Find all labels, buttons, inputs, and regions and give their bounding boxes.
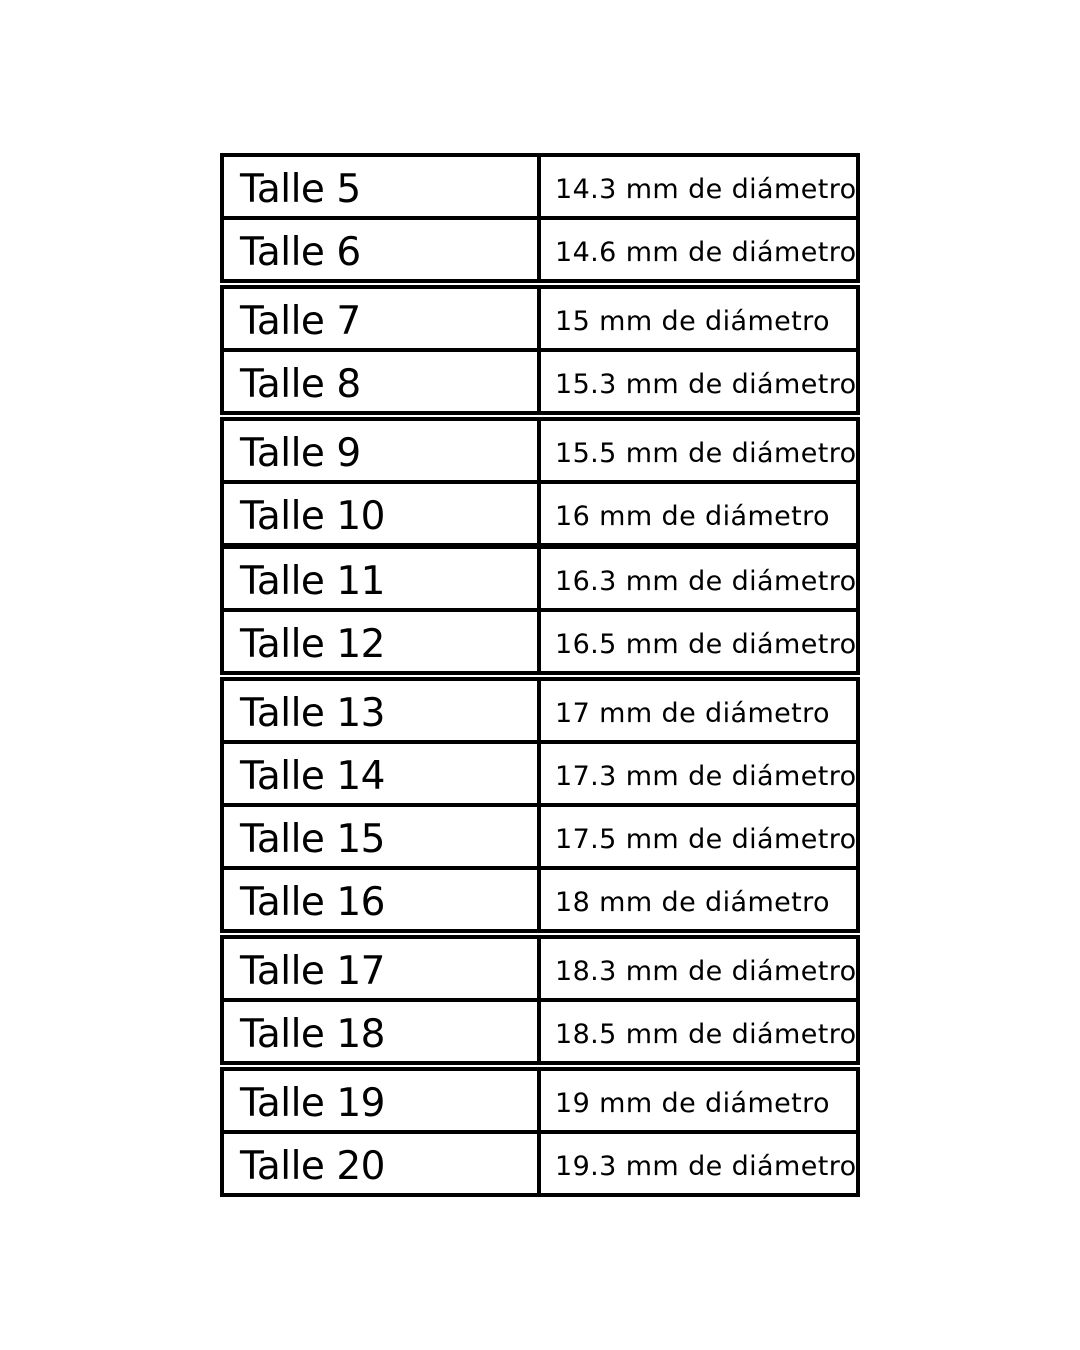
size-cell: [220, 608, 541, 675]
size-block: [220, 803, 860, 933]
size-cell: [220, 803, 541, 870]
diameter-label: 17.5 mm de diámetro: [555, 824, 857, 855]
diameter-cell: [537, 803, 860, 870]
size-label: Talle 15: [240, 817, 385, 862]
diameter-label: 15 mm de diámetro: [555, 306, 830, 337]
diameter-cell: [537, 677, 860, 744]
size-label: Talle 14: [240, 754, 385, 799]
size-label: Talle 18: [240, 1012, 385, 1057]
size-cell: [220, 545, 541, 612]
size-block: [220, 153, 860, 283]
size-block: [220, 545, 860, 675]
size-block: [220, 935, 860, 1065]
diameter-label: 19.3 mm de diámetro: [555, 1151, 857, 1182]
size-label: Talle 10: [240, 494, 385, 539]
size-label: Talle 7: [240, 299, 361, 344]
diameter-cell: [537, 740, 860, 807]
size-label: Talle 8: [240, 362, 361, 407]
diameter-label: 17.3 mm de diámetro: [555, 761, 857, 792]
diameter-cell: [537, 1130, 860, 1197]
size-label: Talle 19: [240, 1081, 385, 1126]
size-cell: [220, 348, 541, 415]
diameter-cell: [537, 480, 860, 547]
size-label: Talle 13: [240, 691, 385, 736]
diameter-label: 16.5 mm de diámetro: [555, 629, 857, 660]
size-label: Talle 20: [240, 1144, 385, 1189]
size-block: [220, 677, 860, 807]
diameter-label: 15.3 mm de diámetro: [555, 369, 857, 400]
diameter-cell: [537, 285, 860, 352]
diameter-cell: [537, 153, 860, 220]
diameter-label: 14.6 mm de diámetro: [555, 237, 857, 268]
diameter-cell: [537, 998, 860, 1065]
size-cell: [220, 866, 541, 933]
size-cell: [220, 153, 541, 220]
diameter-label: 17 mm de diámetro: [555, 698, 830, 729]
diameter-cell: [537, 608, 860, 675]
size-cell: [220, 1067, 541, 1134]
diameter-label: 14.3 mm de diámetro: [555, 174, 857, 205]
size-label: Talle 12: [240, 622, 385, 667]
diameter-cell: [537, 348, 860, 415]
diameter-cell: [537, 545, 860, 612]
diameter-cell: [537, 1067, 860, 1134]
size-cell: [220, 998, 541, 1065]
size-label: Talle 6: [240, 230, 361, 275]
size-cell: [220, 216, 541, 283]
size-cell: [220, 480, 541, 547]
ring-size-table: [220, 153, 860, 1198]
size-cell: [220, 417, 541, 484]
size-label: Talle 11: [240, 559, 385, 604]
size-block: [220, 1067, 860, 1197]
diameter-label: 18.5 mm de diámetro: [555, 1019, 857, 1050]
diameter-cell: [537, 216, 860, 283]
size-block: [220, 285, 860, 415]
size-label: Talle 5: [240, 167, 361, 212]
diameter-cell: [537, 935, 860, 1002]
diameter-cell: [537, 417, 860, 484]
diameter-label: 19 mm de diámetro: [555, 1088, 830, 1119]
size-label: Talle 17: [240, 949, 385, 994]
diameter-label: 18.3 mm de diámetro: [555, 956, 857, 987]
size-cell: [220, 285, 541, 352]
size-label: Talle 9: [240, 431, 361, 476]
size-block: [220, 417, 860, 547]
diameter-cell: [537, 866, 860, 933]
diameter-label: 15.5 mm de diámetro: [555, 438, 857, 469]
size-cell: [220, 1130, 541, 1197]
diameter-label: 18 mm de diámetro: [555, 887, 830, 918]
size-cell: [220, 677, 541, 744]
diameter-label: 16 mm de diámetro: [555, 501, 830, 532]
size-label: Talle 16: [240, 880, 385, 925]
diameter-label: 16.3 mm de diámetro: [555, 566, 857, 597]
size-cell: [220, 935, 541, 1002]
size-cell: [220, 740, 541, 807]
